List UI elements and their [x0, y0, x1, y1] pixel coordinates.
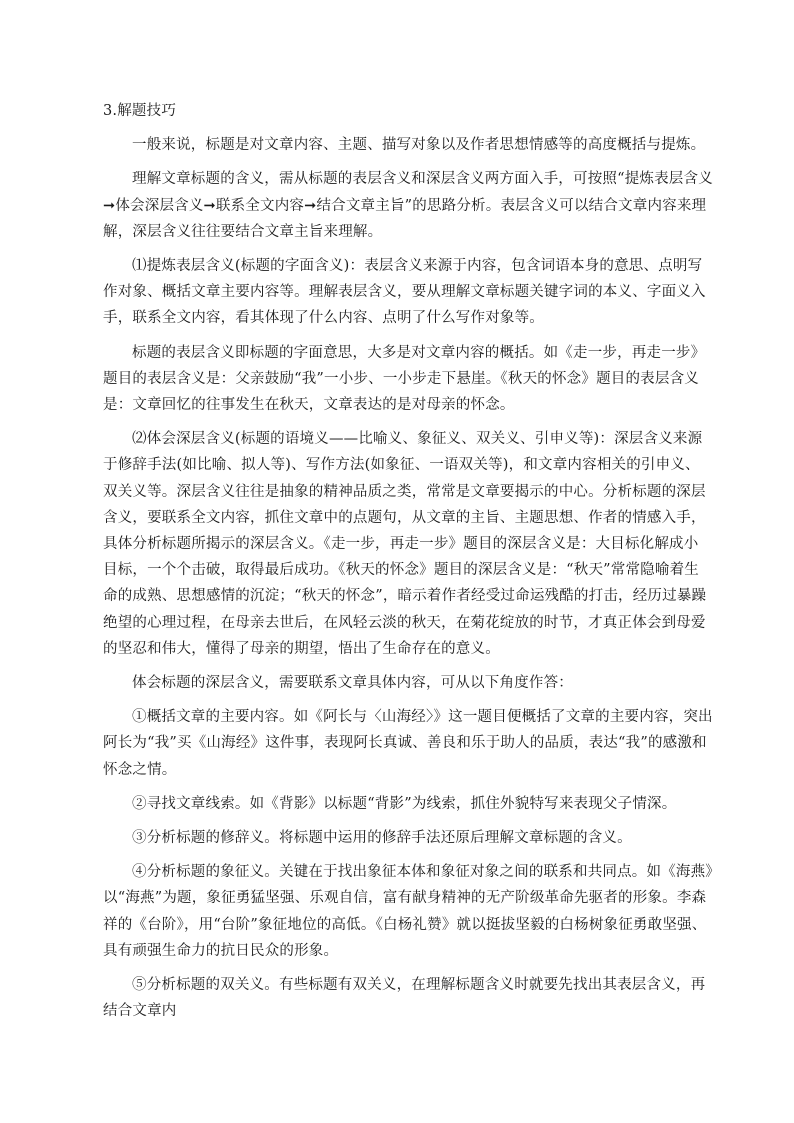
list-item-main-content: ①概括文章的主要内容。如《阿长与〈山海经〉》这一题目便概括了文章的主要内容，突出阿长为“我”买《山海经》这件事，表现阿长真诚、善良和乐于助人的品质，表达“我”的感激和怀念之情。: [103, 709, 713, 778]
list-item-symbolism: ④分析标题的象征义。关键在于找出象征本体和象征对象之间的联系和共同点。如《海燕》以“海燕”为题，象征勇猛坚强、乐观自信，富有献身精神的无产阶级革命先驱者的形象。李森祥的《台阶》，用“台阶”象征地位的高低。《白杨礼赞》就以挺拔坚毅的白杨树象征勇敢坚强、具有顽强生命力的抗日民众的形象。: [103, 864, 713, 959]
paragraph-surface-example: 标题的表层含义即标题的字面意思，大多是对文章内容的概括。如《走一步，再走一步》题目的表层含义是：父亲鼓励“我”一小步、一小步走下悬崖。《秋天的怀念》题目的表层含义是：文章回忆的往事发生在秋天，文章表达的是对母亲的怀念。: [103, 344, 706, 414]
list-item-pun: ⑤分析标题的双关义。有些标题有双关义，在理解标题含义时就要先找出其表层含义，再结合文章内: [103, 977, 706, 1020]
section-heading: 3.解题技巧: [103, 103, 177, 119]
list-item-clue: ②寻找文章线索。如《背影》以标题“背影”为线索，抓住外貌特写来表现父子情深。: [132, 795, 677, 812]
paragraph-angles-intro: 体会标题的深层含义，需要联系文章具体内容，可从以下角度作答：: [132, 675, 573, 692]
paragraph-method: 理解文章标题的含义，需从标题的表层含义和深层含义两方面入手，可按照“提炼表层含义➞体会深层含义➞联系全文内容➞结合文章主旨”的思路分析。表层含义可以结合文章内容来理解，深层含义往往要结合文章主旨来理解。: [103, 171, 713, 240]
paragraph-summary: 一般来说，标题是对文章内容、主题、描写对象以及作者思想情感等的高度概括与提炼。: [132, 137, 706, 154]
document-body: [103, 98, 713, 1025]
list-item-rhetoric: ③分析标题的修辞义。将标题中运用的修辞手法还原后理解文章标题的含义。: [132, 830, 632, 847]
paragraph-deep-meaning: ⑵体会深层含义(标题的语境义——比喻义、象征义、双关义、引申义等)：深层含义来源于修辞手法(如比喻、拟人等)、写作方法(如象征、一语双关等)，和文章内容相关的引申义、双关义等。深层含义往往是抽象的精神品质之类，常常是文章要揭示的中心。分析标题的深层含义，要联系全文内容，抓住文章中的点题句，从文章的主旨、主题思想、作者的情感入手，具体分析标题所揭示的深层含义。《走一步，再走一步》题目的深层含义是：大目标化解成小目标，一个个击破，取得最后成功。《秋天的怀念》题目的深层含义是：“秋天”常常隐喻着生命的成熟、思想感情的沉淀；“秋天的怀念”，暗示着作者经受过命运残酷的打击，经历过暴躁绝望的心理过程，在母亲去世后，在风轻云淡的秋天，在菊花绽放的时节，才真正体会到母爱的坚忍和伟大，懂得了母亲的期望，悟出了生命存在的意义。: [103, 431, 707, 657]
paragraph-surface-meaning: ⑴提炼表层含义(标题的字面含义)：表层含义来源于内容，包含词语本身的意思、点明写作对象、概括文章主要内容等。理解表层含义，要从理解文章标题关键字词的本义、字面义入手，联系全文内容，看其体现了什么内容、点明了什么写作对象等。: [103, 258, 706, 327]
